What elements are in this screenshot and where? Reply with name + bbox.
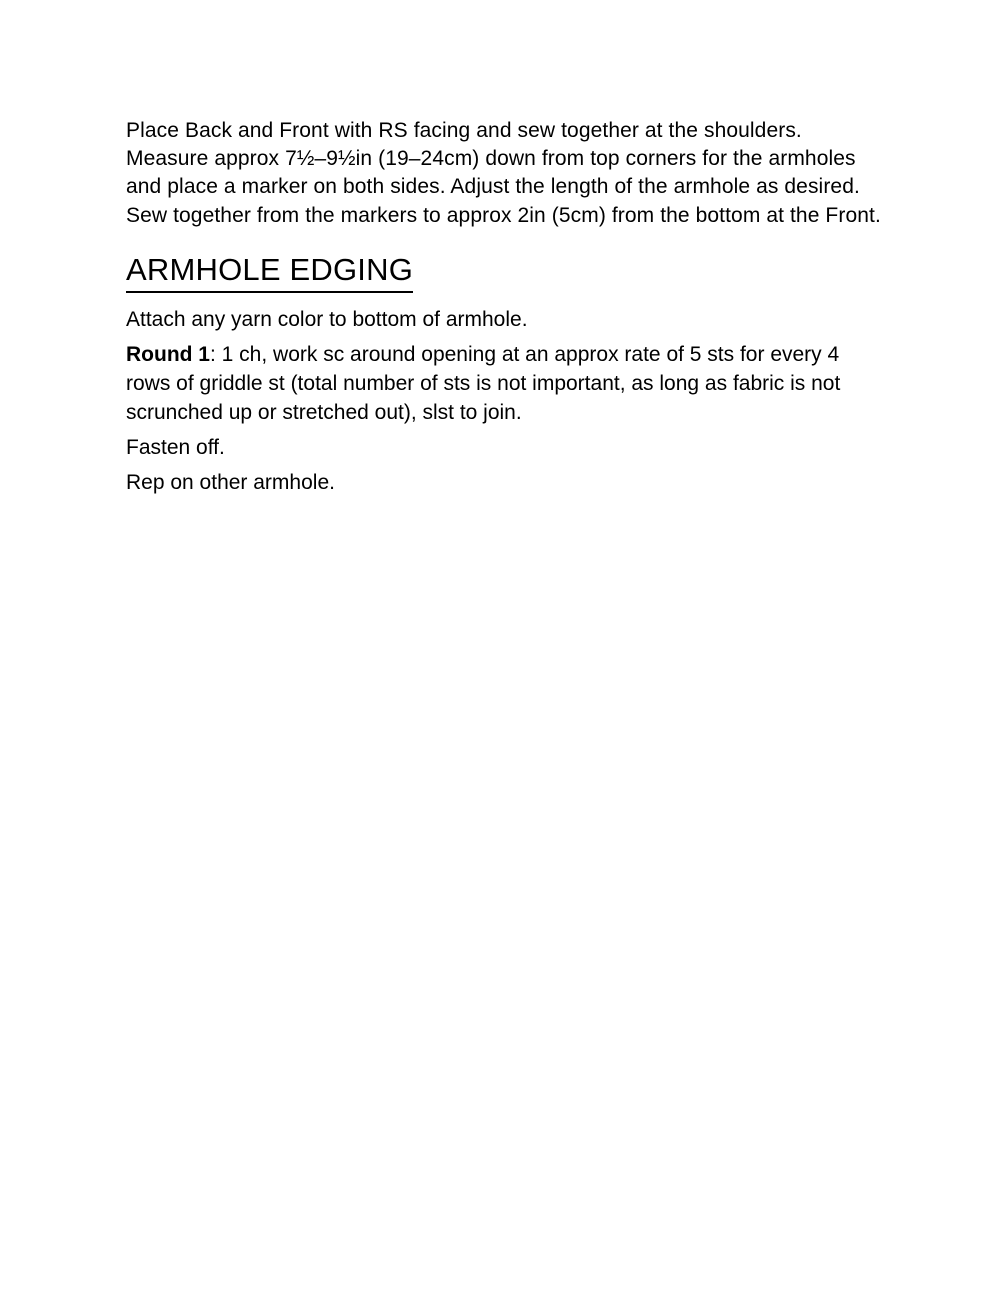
section-heading-wrap [126,252,886,293]
instruction-attach-yarn [126,305,886,334]
instruction-round-1 [126,340,886,427]
instruction-text: Attach any yarn color to bottom of armhole. [126,307,528,331]
section-heading: ARMHOLE EDGING [126,252,413,293]
instruction-text: Fasten off. [126,435,225,459]
intro-paragraph: Place Back and Front with RS facing and sew together at the shoulders. Measure approx 7½–9½in (19–24cm) down from top corners for the armholes and place a marker on both sides. Adjust the length of the armhole as desired. Sew together from the markers to approx 2in (5cm) from the bottom at the Front. [126,119,881,227]
instruction-text: : 1 ch, work sc around opening at an approx rate of 5 sts for every 4 rows of griddle st (total number of sts is not important, as long as fabric is not scrunched up or stretched out), slst to join. [126,342,841,424]
instruction-repeat [126,468,886,497]
page-content [126,117,886,503]
instruction-fasten-off [126,433,886,462]
instruction-text: Rep on other armhole. [126,470,335,494]
round-label: Round 1 [126,342,210,366]
